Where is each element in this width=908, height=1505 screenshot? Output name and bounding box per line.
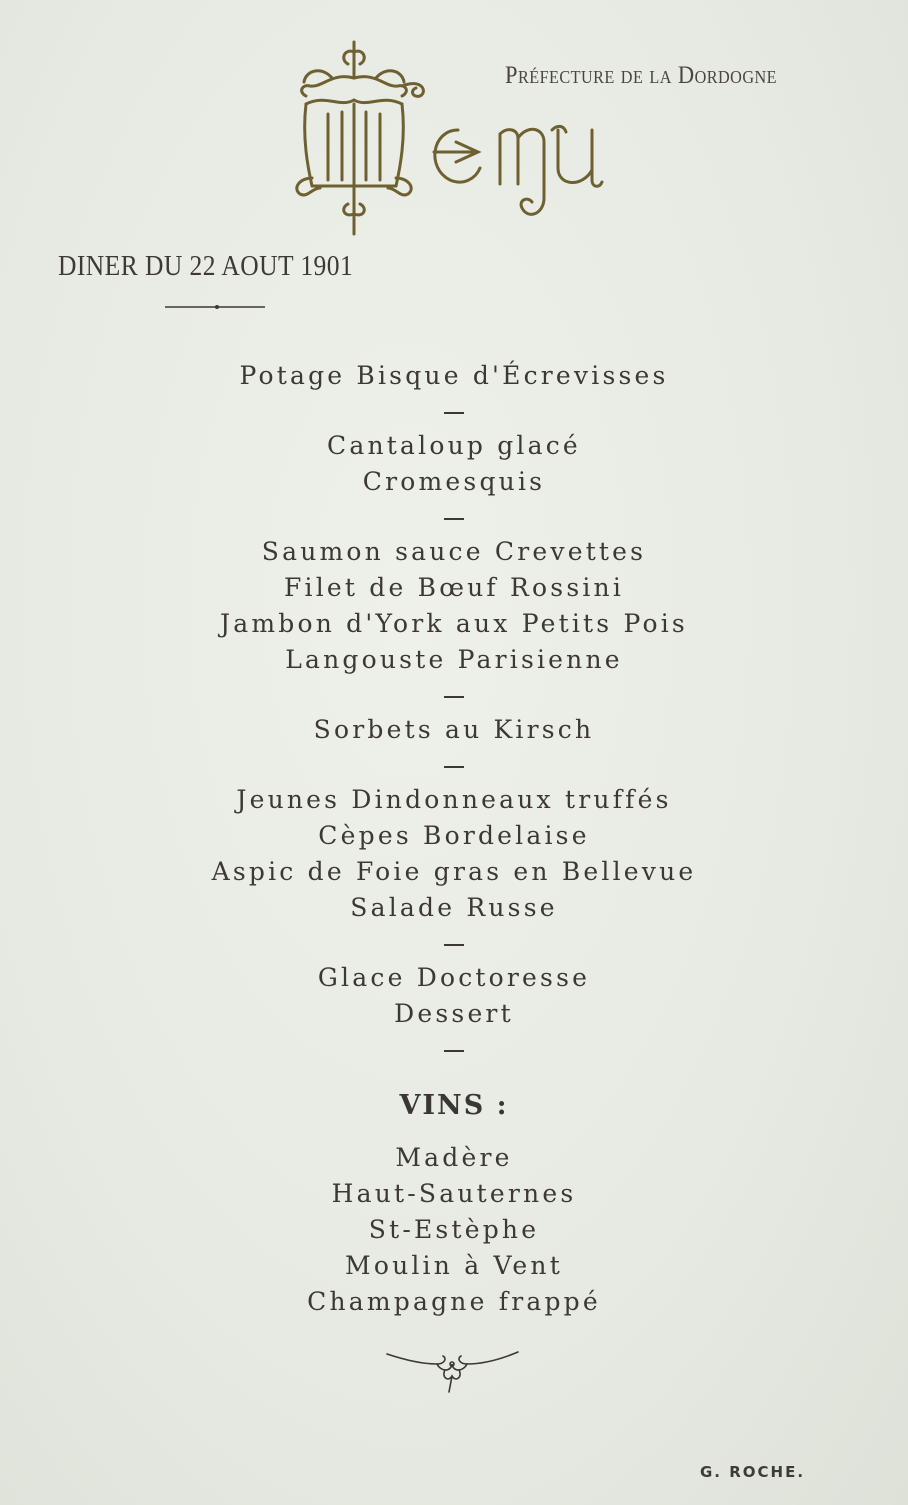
- wines-list: [0, 1140, 908, 1320]
- course-separator: [0, 926, 908, 960]
- course-separator: [0, 748, 908, 782]
- course-item: Jambon d'York aux Petits Pois: [220, 609, 688, 638]
- title-rule: [165, 302, 265, 312]
- course-separator: [0, 678, 908, 712]
- wine-item: St-Estèphe: [368, 1215, 540, 1244]
- course-separator: [0, 1032, 908, 1066]
- course-item: Aspic de Foie gras en Bellevue: [211, 857, 697, 886]
- wine-item: Moulin à Vent: [345, 1251, 563, 1280]
- wine-item: Madère: [395, 1143, 513, 1172]
- courses-list: [0, 358, 908, 1066]
- course-item: Cromesquis: [362, 467, 546, 496]
- course-item: Salade Russe: [350, 893, 558, 922]
- course-item: Cèpes Bordelaise: [318, 821, 590, 850]
- course-item: Saumon sauce Crevettes: [261, 537, 647, 566]
- wines-title: VINS :: [399, 1090, 509, 1121]
- flourish-ornament: [385, 1350, 520, 1398]
- printer-credit: G. ROCHE.: [700, 1463, 806, 1481]
- course-item: Langouste Parisienne: [285, 645, 623, 674]
- course-item: Potage Bisque d'Écrevisses: [239, 361, 669, 390]
- course-separator: [0, 394, 908, 428]
- dinner-title: DINER DU 22 AOUT 1901: [58, 250, 354, 282]
- wine-item: Champagne frappé: [307, 1287, 601, 1316]
- prefecture-heading: Préfecture de la Dordogne: [505, 62, 777, 89]
- course-item: Dessert: [394, 999, 514, 1028]
- course-separator: [0, 500, 908, 534]
- course-item: Filet de Bœuf Rossini: [283, 573, 625, 602]
- wine-item: Haut-Sauternes: [331, 1179, 577, 1208]
- course-item: Sorbets au Kirsch: [313, 715, 595, 744]
- course-item: Glace Doctoresse: [317, 963, 591, 992]
- course-item: Jeunes Dindonneaux truffés: [236, 785, 672, 814]
- course-item: Cantaloup glacé: [327, 431, 581, 460]
